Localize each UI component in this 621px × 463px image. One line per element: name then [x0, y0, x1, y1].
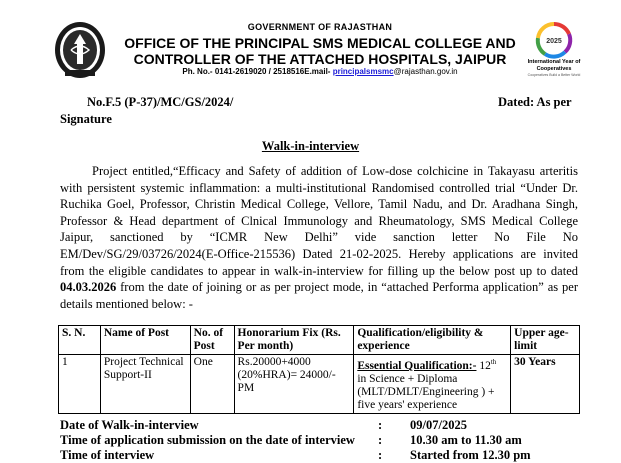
body-text-2: from the date of joining or as per project mode, in “attached Performa application” as per details mentioned below: - [60, 280, 578, 311]
signature-label: Signature [60, 112, 112, 126]
notice-body [60, 163, 578, 312]
iyc-2025-logo [521, 18, 587, 88]
schedule-value-interview-time: Started from 12.30 pm [410, 448, 531, 462]
schedule-label-submission: Time of application submission on the date of interview [60, 433, 355, 447]
email-domain: @rajasthan.gov.in [393, 67, 458, 76]
table-row [59, 355, 580, 414]
col-header-age: Upper age-limit [511, 326, 580, 355]
qual-rest: in Science + Diploma (MLT/DMLT/Engineering ) + five years' experience [357, 372, 495, 411]
post-details-table [58, 325, 580, 414]
schedule-value-date: 09/07/2025 [410, 418, 467, 432]
qual-num: 12 [476, 359, 491, 372]
government-name: GOVERNMENT OF RAJASTHAN [247, 22, 393, 32]
body-text-1: Project entitled,“Efficacy and Safety of addition of Low-dose colchicine in Takayasu arteritis with persistent systemic inflammation: a multi-institutional Randomised controlled trial “Under Dr. Ruchika Goel, Professor, Christin Medical College, Vellore, Tamil Nadu, and Dr. Aradhana Singh, Professor & Head department of Clnical Immunology and Rheumatology, SMS Medical College Jaipur, sanctioned by “ICMR New Delhi” vide sanction letter No File No EM/Dev/SG/29/03726/2024(E-Office-215536) Dated 21-02-2025. Hereby applications are invited from the eligible candidates to appear in walk-in-interview for filling up the below post up to dated [60, 164, 578, 278]
schedule-label-date: Date of Walk-in-interview [60, 418, 199, 432]
iyc-sublabel: Cooperatives Build a Better World [527, 73, 581, 77]
schedule-value-submission: 10.30 am to 11.30 am [410, 433, 522, 447]
schedule-colon: : [378, 418, 383, 432]
col-header-name: Name of Post [100, 326, 190, 355]
cell-honorarium: Rs.20000+4000 (20%HRA)= 24000/- PM [234, 355, 354, 414]
schedule-label-interview-time: Time of interview [60, 448, 155, 462]
contact-line [110, 67, 530, 76]
col-header-sn: S. N. [59, 326, 101, 355]
file-number: No.F.5 (P-37)/MC/GS/2024/ [87, 95, 234, 109]
col-header-honorarium: Honorarium Fix (Rs. Per month) [234, 326, 354, 355]
iyc-year: 2025 [546, 38, 562, 45]
notice-title: Walk-in-interview [261, 139, 360, 153]
office-title-line-1: OFFICE OF THE PRINCIPAL SMS MEDICAL COLLEGE AND [124, 35, 516, 51]
cell-sn: 1 [59, 355, 101, 414]
email-link[interactable]: principalsmsmc [332, 67, 394, 76]
table-header-row [59, 326, 580, 355]
phone-numbers: Ph. No.- 0141-2619020 / 2518516E.mail- [182, 67, 333, 76]
office-title-line-2: CONTROLLER OF THE ATTACHED HOSPITALS, JAIPUR [133, 51, 507, 67]
col-header-no: No. of Post [190, 326, 234, 355]
iyc-label: International Year of Cooperatives [527, 59, 581, 72]
sms-college-emblem [53, 20, 107, 80]
qual-sup: th [490, 358, 497, 366]
col-header-qualification: Qualification/eligibility & experience [354, 326, 511, 355]
cell-post-name: Project Technical Support-II [100, 355, 190, 414]
cell-qualification [354, 355, 511, 414]
schedule-colon: : [378, 448, 383, 462]
dated-label: Dated: As per [498, 95, 572, 109]
last-date: 04.03.2026 [60, 280, 117, 295]
qual-label: Essential Qualification:- [357, 359, 477, 372]
schedule-colon: : [378, 433, 383, 447]
cell-age-limit: 30 Years [511, 355, 580, 414]
cell-post-count: One [190, 355, 234, 414]
